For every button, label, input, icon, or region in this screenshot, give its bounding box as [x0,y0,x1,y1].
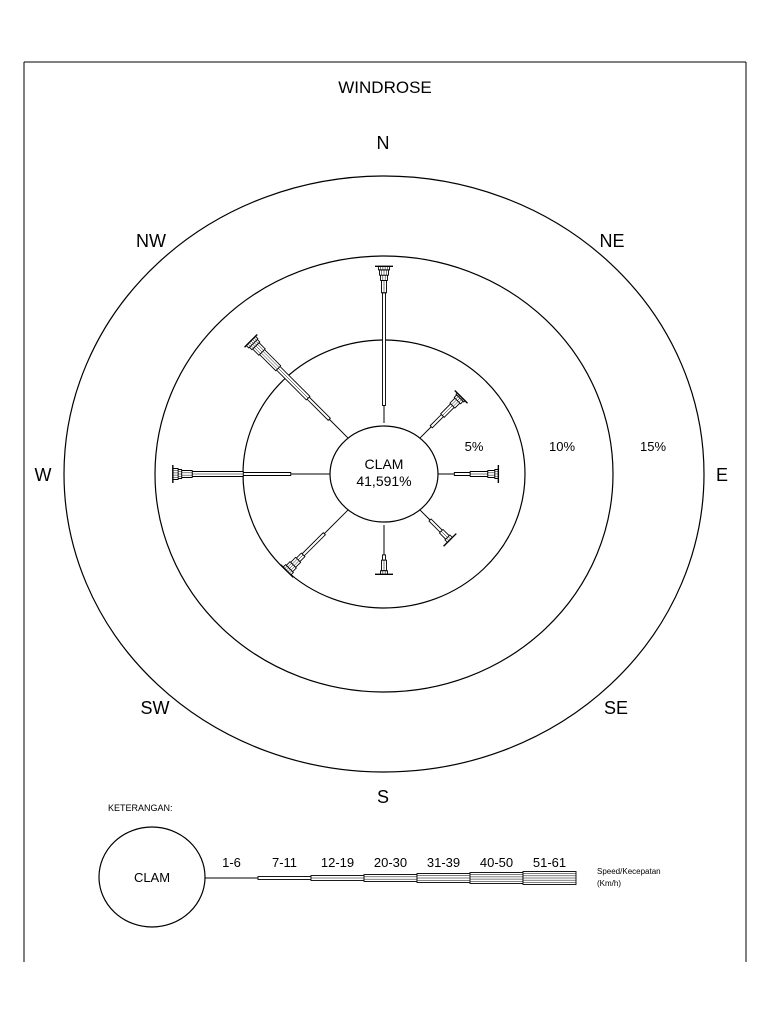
ray-nw [245,335,348,438]
ray-s [375,525,393,574]
calm-label: CLAM [364,456,404,472]
ray-nw-speed-1-6 [329,419,348,438]
ray-e-speed-20-30 [488,471,495,478]
direction-label-n: N [376,133,390,153]
ray-w-speed-40-50 [173,469,178,480]
direction-label-w: W [34,465,52,485]
ring-label-15: 15% [639,439,667,454]
legend-speed-label-51-61: 51-61 [532,855,567,870]
direction-label-se: SE [603,698,629,718]
legend-speed-label-20-30: 20-30 [373,855,408,870]
legend-calm-label: CLAM [133,870,171,885]
ray-w [173,465,333,483]
ray-n-speed-7-11 [383,293,386,406]
legend-speed-unit-label: Speed/Kecepatan [597,867,661,876]
legend-speed-label-31-39: 31-39 [426,855,461,870]
ray-nw-speed-7-11 [307,397,330,420]
ray-sw [281,510,348,577]
ray-w-speed-7-11 [243,473,291,476]
chart-title: WINDROSE [338,78,432,97]
direction-label-nw: NW [136,231,166,251]
ray-se [420,510,456,546]
ray-e-speed-7-11 [454,473,470,476]
legend-heading: KETERANGAN: [108,803,173,813]
calm-value: 41,591% [356,473,412,489]
ring-label-10: 10% [548,439,576,454]
ray-e [435,465,498,483]
direction-label-s: S [376,787,390,807]
ray-sw-speed-7-11 [302,533,325,556]
ray-n [375,266,393,423]
legend-bar-7-11 [258,877,311,880]
legend-speed-label-40-50: 40-50 [479,855,514,870]
ray-ne [420,391,467,438]
ray-sw-speed-1-6 [324,510,348,534]
ray-ne-speed-7-11 [430,414,443,427]
wind-rays [173,266,499,577]
ray-n-speed-20-30 [381,275,388,280]
ray-se-speed-7-11 [429,519,442,532]
ray-ne-speed-1-6 [420,427,431,438]
ray-nw-speed-20-30 [260,350,281,371]
legend-bar-20-30 [364,875,417,882]
legend-speed-label-7-11: 7-11 [271,855,298,870]
ray-s-speed-7-11 [383,555,386,560]
direction-label-ne: NE [599,231,625,251]
legend-speed-unit: (Km/h) [597,879,621,888]
legend-speed-label-12-19: 12-19 [320,855,355,870]
ray-w-speed-20-30 [182,471,193,478]
ray-se-speed-1-6 [420,510,430,520]
legend-speed-label-1-6: 1-6 [222,855,241,870]
legend-bar-40-50 [470,873,523,884]
legend-speed-bars [205,855,576,885]
direction-label-sw: SW [140,698,170,718]
ring-label-5: 5% [464,439,484,454]
direction-label-e: E [715,465,729,485]
